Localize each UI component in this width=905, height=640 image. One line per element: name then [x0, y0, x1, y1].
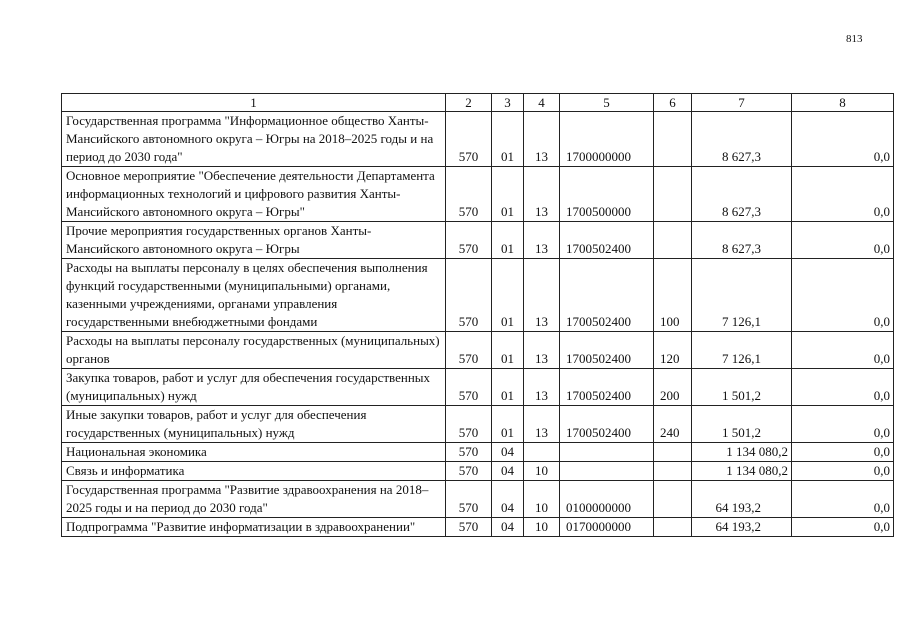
target-article-code: 1700502400 [560, 259, 654, 332]
table-row [62, 167, 894, 222]
amount-value: 64 193,2 [692, 518, 792, 537]
amount-value-secondary: 0,0 [792, 222, 894, 259]
amount-value-secondary: 0,0 [792, 406, 894, 443]
ministry-code: 570 [446, 406, 492, 443]
section-code: 01 [492, 332, 524, 369]
column-header: 7 [692, 94, 792, 112]
expense-type-code: 200 [654, 369, 692, 406]
ministry-code: 570 [446, 112, 492, 167]
amount-value: 8 627,3 [692, 167, 792, 222]
row-name: Расходы на выплаты персоналу государственных (муниципальных) органов [62, 332, 446, 369]
expense-type-code [654, 481, 692, 518]
row-name: Прочие мероприятия государственных органов Ханты-Мансийского автономного округа – Югры [62, 222, 446, 259]
target-article-code: 1700502400 [560, 332, 654, 369]
row-name: Государственная программа "Развитие здравоохранения на 2018–2025 годы и на период до 2030 года" [62, 481, 446, 518]
subsection-code: 13 [524, 222, 560, 259]
column-header: 2 [446, 94, 492, 112]
amount-value-secondary: 0,0 [792, 443, 894, 462]
ministry-code: 570 [446, 332, 492, 369]
table-row [62, 462, 894, 481]
target-article-code: 0170000000 [560, 518, 654, 537]
column-header: 5 [560, 94, 654, 112]
target-article-code: 1700502400 [560, 222, 654, 259]
expense-type-code [654, 518, 692, 537]
amount-value-secondary: 0,0 [792, 167, 894, 222]
target-article-code: 1700000000 [560, 112, 654, 167]
header-row [62, 94, 894, 112]
amount-value: 1 134 080,2 [692, 462, 792, 481]
row-name: Иные закупки товаров, работ и услуг для обеспечения государственных (муниципальных) нужд [62, 406, 446, 443]
subsection-code: 13 [524, 259, 560, 332]
section-code: 01 [492, 406, 524, 443]
ministry-code: 570 [446, 369, 492, 406]
table-row [62, 222, 894, 259]
amount-value-secondary: 0,0 [792, 332, 894, 369]
expense-type-code [654, 167, 692, 222]
amount-value-secondary: 0,0 [792, 481, 894, 518]
subsection-code: 13 [524, 332, 560, 369]
budget-table [61, 93, 894, 537]
section-code: 01 [492, 259, 524, 332]
subsection-code [524, 443, 560, 462]
column-header: 6 [654, 94, 692, 112]
target-article-code: 1700502400 [560, 369, 654, 406]
row-name: Подпрограмма "Развитие информатизации в здравоохранении" [62, 518, 446, 537]
section-code: 04 [492, 462, 524, 481]
table-row [62, 481, 894, 518]
amount-value: 7 126,1 [692, 259, 792, 332]
subsection-code: 13 [524, 406, 560, 443]
row-name: Национальная экономика [62, 443, 446, 462]
ministry-code: 570 [446, 462, 492, 481]
subsection-code: 13 [524, 369, 560, 406]
amount-value-secondary: 0,0 [792, 112, 894, 167]
expense-type-code [654, 443, 692, 462]
subsection-code: 10 [524, 462, 560, 481]
table-row [62, 332, 894, 369]
ministry-code: 570 [446, 167, 492, 222]
row-name: Государственная программа "Информационное общество Ханты-Мансийского автономного округа – Югры на 2018–2025 годы и на период до 2030 года" [62, 112, 446, 167]
table-row [62, 259, 894, 332]
amount-value-secondary: 0,0 [792, 369, 894, 406]
table-row [62, 369, 894, 406]
expense-type-code [654, 462, 692, 481]
amount-value: 8 627,3 [692, 222, 792, 259]
target-article-code [560, 462, 654, 481]
ministry-code: 570 [446, 443, 492, 462]
column-header: 1 [62, 94, 446, 112]
ministry-code: 570 [446, 481, 492, 518]
expense-type-code: 120 [654, 332, 692, 369]
subsection-code: 10 [524, 481, 560, 518]
expense-type-code: 100 [654, 259, 692, 332]
section-code: 04 [492, 481, 524, 518]
row-name: Основное мероприятие "Обеспечение деятельности Департамента информационных технологий и цифрового развития Ханты-Мансийского автономного округа – Югры" [62, 167, 446, 222]
amount-value: 7 126,1 [692, 332, 792, 369]
table-row [62, 518, 894, 537]
expense-type-code: 240 [654, 406, 692, 443]
amount-value: 64 193,2 [692, 481, 792, 518]
row-name: Расходы на выплаты персоналу в целях обеспечения выполнения функций государственными (муниципальными) органами, казенными учреждениями, органами управления государственными внебюджетными фондами [62, 259, 446, 332]
subsection-code: 10 [524, 518, 560, 537]
target-article-code: 0100000000 [560, 481, 654, 518]
amount-value: 8 627,3 [692, 112, 792, 167]
amount-value: 1 501,2 [692, 406, 792, 443]
subsection-code: 13 [524, 167, 560, 222]
amount-value: 1 134 080,2 [692, 443, 792, 462]
section-code: 01 [492, 369, 524, 406]
table-row [62, 443, 894, 462]
section-code: 01 [492, 222, 524, 259]
amount-value: 1 501,2 [692, 369, 792, 406]
column-header: 3 [492, 94, 524, 112]
target-article-code [560, 443, 654, 462]
expense-type-code [654, 222, 692, 259]
column-header: 4 [524, 94, 560, 112]
ministry-code: 570 [446, 259, 492, 332]
amount-value-secondary: 0,0 [792, 462, 894, 481]
ministry-code: 570 [446, 222, 492, 259]
amount-value-secondary: 0,0 [792, 518, 894, 537]
table-row [62, 406, 894, 443]
section-code: 01 [492, 167, 524, 222]
ministry-code: 570 [446, 518, 492, 537]
section-code: 04 [492, 443, 524, 462]
page-number: 813 [846, 33, 863, 45]
target-article-code: 1700500000 [560, 167, 654, 222]
row-name: Закупка товаров, работ и услуг для обеспечения государственных (муниципальных) нужд [62, 369, 446, 406]
row-name: Связь и информатика [62, 462, 446, 481]
expense-type-code [654, 112, 692, 167]
column-header: 8 [792, 94, 894, 112]
target-article-code: 1700502400 [560, 406, 654, 443]
section-code: 04 [492, 518, 524, 537]
amount-value-secondary: 0,0 [792, 259, 894, 332]
section-code: 01 [492, 112, 524, 167]
subsection-code: 13 [524, 112, 560, 167]
table-row [62, 112, 894, 167]
